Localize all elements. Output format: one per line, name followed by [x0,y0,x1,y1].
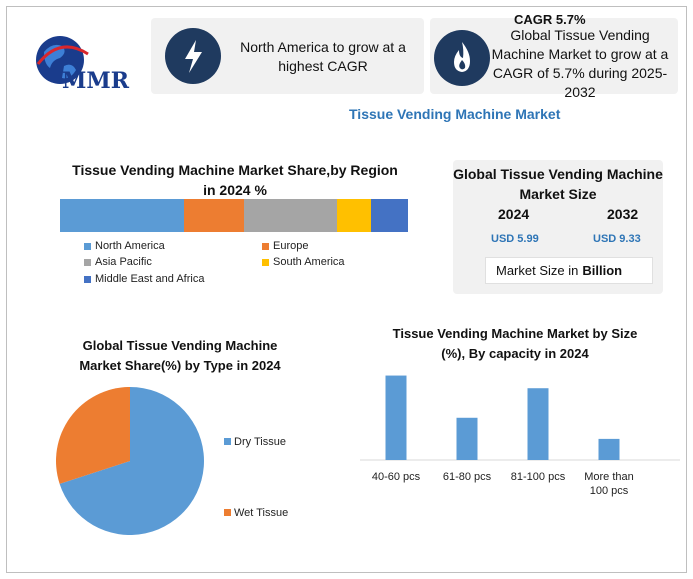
region-stacked-bar [60,199,408,232]
legend-swatch [84,259,91,266]
bar-more-than-100-pcs [599,439,620,460]
bar-tick-label: 81-100 pcs [510,471,566,483]
cagr-text: Global Tissue Vending Machine Market to grow at a CAGR of 5.7% during 2025-2032 [491,27,669,100]
page-title: Tissue Vending Machine Market [349,106,561,122]
market-size-title: Global Tissue Vending Machine Market Size [453,166,663,202]
year-2032: 2032 [607,206,639,222]
region-segment-europe [184,199,245,232]
pie-legend-swatch [224,509,231,516]
legend-swatch [84,276,91,283]
unit-box [485,257,653,284]
lightning-bolt-icon [165,28,221,84]
legend-north-america [84,240,165,252]
region-segment-north-america [60,199,184,232]
capacity-chart-title: Tissue Vending Machine Market by Size (%), By capacity in 2024 [392,326,638,361]
region-segment-middle-east-and-africa [371,199,408,232]
bar-61-80-pcs [457,418,478,460]
value-2024: USD 5.99 [491,233,539,245]
region-segment-asia-pacific [244,199,336,232]
unit-prefix: Market Size in [496,263,579,278]
bar-tick-label: More than 100 pcs [584,471,634,497]
mmr-logo [30,30,140,100]
region-segment-south-america [337,199,372,232]
pie-legend-label: Wet Tissue [234,507,289,519]
legend-label: South America [273,256,345,268]
bar-tick-label: 61-80 pcs [442,471,492,483]
legend-south-america [262,256,345,268]
svg-text:MMR: MMR [62,68,129,94]
north-america-text: North America to grow at a highest CAGR [240,39,406,74]
legend-label: Europe [273,240,309,252]
highlight-card-north-america [151,18,424,94]
pie-legend-label: Dry Tissue [234,436,286,448]
region-chart-title: Tissue Vending Machine Market Share,by Region in 2024 % [72,162,398,198]
capacity-bar-chart [360,360,680,505]
legend-middle-east-africa [84,273,204,285]
value-2032: USD 9.33 [593,233,641,245]
unit-bold: Billion [582,263,623,278]
cagr-label: CAGR 5.7% [514,12,586,27]
legend-asia-pacific [84,256,152,268]
legend-swatch [262,243,269,250]
type-pie-chart [52,384,312,544]
legend-label: Asia Pacific [95,256,152,268]
year-2024: 2024 [498,206,530,222]
type-chart-title: Global Tissue Vending Machine Market Share(%) by Type in 2024 [79,338,281,373]
legend-label: Middle East and Africa [95,273,205,285]
bar-81-100-pcs [528,388,549,460]
legend-swatch [262,259,269,266]
legend-swatch [84,243,91,250]
legend-europe [262,240,308,252]
bar-40-60-pcs [386,376,407,460]
highlight-card-cagr [430,18,678,100]
market-size-card [453,160,663,294]
legend-label: North America [95,240,165,252]
pie-legend-swatch [224,438,231,445]
bar-tick-label: 40-60 pcs [371,471,421,483]
